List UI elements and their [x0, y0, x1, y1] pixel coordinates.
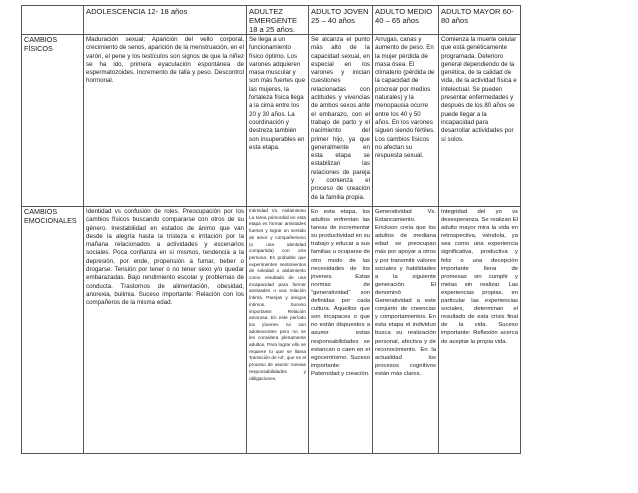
table-row-cambios-emocionales — [22, 207, 521, 454]
cell-emocionales-adultez-emergente: Intimidad Vs. Aislamiento La tarea primordial en esta etapa es formar amistades fuertes y lograr un sentido de amor y compañerismo (o una identidad compartida) con otra persona. Es probable que experimenten sentimientos de soledad o aislamiento como resultado de una incapacidad para formar amistades o una relación íntima. Parejas y amigos íntimos. Suceso importante: Relación amorosa. En este período los jóvenes no son adolescentes pero no se les considera plenamente adultos. Para lograr ello se requiere lo que se llama 'transición de rol', que es el proceso de asumir nuevas responsabilidades y obligaciones. — [247, 207, 309, 454]
cell-emocionales-adulto-medio: Generatividad Vs. Estancamiento. Erickson creía que los adultos de mediana edad se preocupan más por apoyar a otros y por transmitir valores sociales y habilidades a la siguiente generación. El denominó Generatividad a este conjunto de creencias y comportamientos. En esta etapa el individuo busca su realización personal, afectiva y de reconocimiento. En la actualidad los procesos cognitivos están más claros. — [373, 207, 439, 454]
header-adulto-joven: ADULTO JOVEN 25 – 40 años — [309, 6, 373, 35]
header-adolescencia: ADOLESCENCIA 12- 18 años — [84, 6, 247, 35]
life-stages-table — [21, 5, 521, 454]
cell-fisicos-adultez-emergente: Se llega a un funcionamiento físico óptimo. Los varones adquieren masa muscular y son más fuertes que las mujeres, la fortaleza física llega a la cima entre los 20 y 30 años. La coordinación y destreza también son insuperables en esta etapa. — [247, 35, 309, 207]
cell-fisicos-adulto-joven: Se alcanza el punto más alto de la capacidad sexual, en especial en los varones y inician cuestiones relacionadas con actitudes y vivencias de ambos sexos ante el embarazo, con el trabajo de parto y el nacimiento del primer hijo, ya que generalmente en esta etapa se estabilizan las relaciones de pareja y comienza el proceso de creación de la familia propia. — [309, 35, 373, 207]
header-adulto-medio: ADULTO MEDIO 40 – 65 años — [373, 6, 439, 35]
cell-emocionales-adolescencia: Identidad vs confusión de roles. Preocupación por los cambios físicos buscando compararse con otros de su género. Inestabilidad en estados de ánimo que van desde la alegría hasta la tristeza e irritación por la mañana relacionados a actividades y escenarios sociales. Poca confianza en sí mismos, tendencia a la depresión, por ende, propensión a fumar, beber o drogarse. Tensión por tener o no tener sexo y/o quedar embarazadas. Bajo rendimiento escolar y problemas de conducta. Trastornos de alimentación, obesidad, anorexia, bulimia. Suceso importante: Relación con los compañeros de la misma edad. — [84, 207, 247, 454]
cell-fisicos-adulto-mayor: Comienza la muerte celular que está genéticamente programada. Deterioro general dependiendo de la genética, de la calidad de vida, de la actividad física e intelectual. Se pueden presentar enfermedades y después de los 80 años se puede llegar a la incapacidad para desarrollar actividades por sí solos. — [439, 35, 521, 207]
row-label-emocionales: CAMBIOS EMOCIONALES — [22, 207, 84, 454]
header-adulto-mayor: ADULTO MAYOR 60- 80 años — [439, 6, 521, 35]
header-corner-cell — [22, 6, 84, 35]
table-header-row — [22, 6, 521, 35]
header-adultez-emergente: ADULTEZ EMERGENTE 18 a 25 años. — [247, 6, 309, 35]
cell-fisicos-adulto-medio: Arrugas, canas y aumento de peso. En la mujer pérdida de masa ósea. El climaterio (pérdida de la capacidad de procrear por medios naturales) y la menopausia ocurre entre los 40 y 50 años. En los varones siguen siendo fértiles. Los cambios físicos no afectan su respuesta sexual. — [373, 35, 439, 207]
cell-emocionales-adulto-joven: En esta etapa, los adultos enfrentan las tareas de incrementar su productividad en su trabajo y educar a sus familias u ocuparse de otro modo de las necesidades de los jóvenes. Estas normas de "generatividad" son definidas por cada cultura. Aquellos que son incapaces o que no están dispuestos a asumir estas responsabilidades se estancan o caen en el egocentrismo. Suceso importante: Paternidad y creación. — [309, 207, 373, 454]
row-label-fisicos: CAMBIOS FÍSICOS — [22, 35, 84, 207]
cell-fisicos-adolescencia: Maduración sexual: Aparición del vello corporal, crecimiento de senos, aparición de la menstruación, en el varón, el pene y los testículos son signos de que la niñez se ha ido, primera eyaculación espontánea de espermatozoides. Incremento de talla y peso. Descontrol hormonal. — [84, 35, 247, 207]
table-row-cambios-fisicos — [22, 35, 521, 207]
cell-emocionales-adulto-mayor: Integridad del yo vs desesperanza. Se realizan El adulto mayor mira la vida en retrospectiva, viéndola, ya sea como una experiencia significativa, productiva y feliz o una decepción importante llena de promesas sin cumplir y metas sin realizar. Las experiencias propias, en particular las experiencias sociales, determinan el resultado de esta crisis final de la vida. Suceso importante: Reflexión acerca de aceptar la propia vida. — [439, 207, 521, 454]
